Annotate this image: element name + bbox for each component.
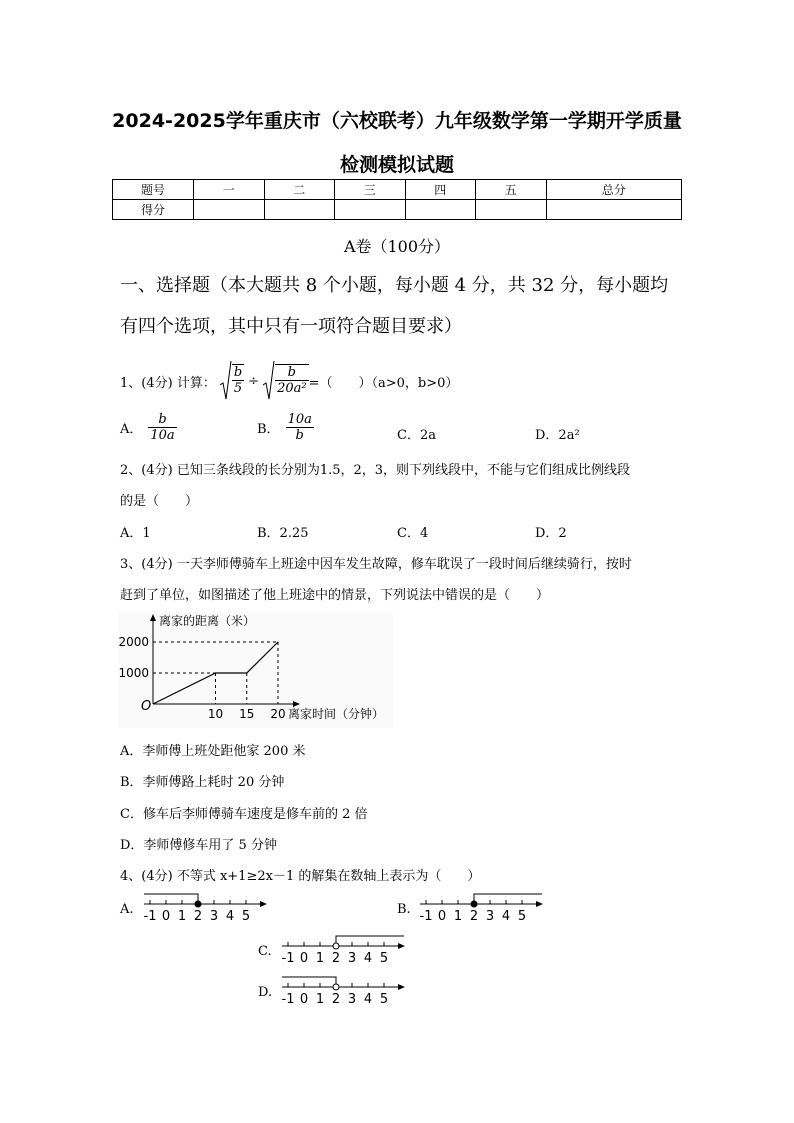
q4-option-a-label[interactable]: A. bbox=[120, 902, 134, 917]
axis-tick-label: 5 bbox=[517, 909, 527, 924]
q2-option-b[interactable]: B．2.25 bbox=[257, 526, 309, 541]
origin-label: O bbox=[141, 699, 152, 714]
q1-rad2-den: 20a² bbox=[277, 381, 307, 396]
radical-icon bbox=[220, 359, 244, 403]
score-table-cell: 三 bbox=[335, 180, 406, 200]
axis-tick-label: 4 bbox=[501, 909, 511, 924]
q1-option-b-num: 10a bbox=[287, 412, 312, 427]
score-table-cell: 四 bbox=[405, 180, 476, 200]
q1-option-b-label: B． bbox=[257, 422, 280, 437]
q1-option-a[interactable] bbox=[120, 412, 177, 443]
solution-ray bbox=[144, 894, 198, 904]
x-tick-label: 20 bbox=[270, 707, 286, 721]
q4-option-d-label[interactable]: D. bbox=[258, 985, 273, 1000]
y-axis-label: 离家的距离（米） bbox=[159, 614, 256, 628]
axis-tick-label: 2 bbox=[331, 992, 341, 1007]
axis-tick-label: 1 bbox=[315, 992, 325, 1007]
section-heading-line2: 有四个选项，其中只有一项符合题目要求） bbox=[120, 316, 462, 337]
solid-point-icon bbox=[195, 901, 201, 907]
solid-point-icon bbox=[471, 901, 477, 907]
axis-tick-label: 0 bbox=[437, 909, 447, 924]
x-axis-label: 离家时间（分钟） bbox=[288, 707, 385, 721]
q1-rad1-num: b bbox=[233, 365, 243, 380]
q3-option-a[interactable]: A．李师傅上班处距他家 200 米 bbox=[120, 744, 306, 759]
sqrt-sign-icon bbox=[220, 359, 232, 403]
score-table-score-row bbox=[113, 200, 682, 220]
distance-time-chart bbox=[118, 612, 418, 728]
q1-div: ÷ bbox=[248, 373, 260, 389]
q1-suffix: =（ ）（a>0，b>0） bbox=[308, 375, 459, 391]
axis-tick-label: -1 bbox=[419, 909, 433, 924]
y-tick-label: 1000 bbox=[118, 666, 149, 680]
solution-ray bbox=[282, 977, 336, 987]
solution-ray bbox=[336, 936, 404, 946]
q1-option-b[interactable] bbox=[257, 412, 314, 443]
axis-tick-label: 3 bbox=[209, 909, 219, 924]
q4-option-d-numberline[interactable] bbox=[280, 975, 410, 1009]
q1-rad1-den: 5 bbox=[233, 381, 243, 396]
score-input-cell[interactable] bbox=[335, 200, 406, 220]
q2-line1: 2、(4分) 已知三条线段的长分别为1.5，2，3，则下列线段中，不能与它们组成比例线段 bbox=[120, 463, 631, 478]
axis-tick-label: 4 bbox=[363, 951, 373, 966]
axis-tick-label: 4 bbox=[363, 992, 373, 1007]
axis-tick-label: 2 bbox=[331, 951, 341, 966]
q4-option-c-numberline[interactable] bbox=[280, 934, 410, 968]
score-table-header-row bbox=[113, 180, 682, 200]
q3-option-c[interactable]: C．修车后李师傅骑车速度是修车前的 2 倍 bbox=[120, 807, 368, 822]
hollow-point-icon bbox=[333, 943, 339, 949]
q4-option-a-numberline[interactable] bbox=[142, 892, 272, 926]
q1-option-a-label: A． bbox=[120, 422, 143, 437]
axis-tick-label: -1 bbox=[281, 992, 295, 1007]
q3-option-d[interactable]: D．李师傅修车用了 5 分钟 bbox=[120, 838, 277, 853]
axis-tick-label: 2 bbox=[469, 909, 479, 924]
question-1 bbox=[120, 358, 458, 404]
q1-option-a-num: b bbox=[148, 412, 176, 428]
score-table bbox=[112, 179, 682, 220]
q3-line1: 3、(4分) 一天李师傅骑车上班途中因车发生故障，修车耽误了一段时间后继续骑行，按时 bbox=[120, 557, 632, 572]
y-tick-label: 2000 bbox=[118, 635, 149, 649]
hollow-point-icon bbox=[333, 984, 339, 990]
axis-tick-label: 1 bbox=[453, 909, 463, 924]
q4-stem: 4、(4分) 不等式 x+1≥2x－1 的解集在数轴上表示为（ ） bbox=[120, 869, 481, 884]
axis-arrow-icon bbox=[398, 984, 405, 990]
score-input-cell[interactable] bbox=[194, 200, 265, 220]
q1-option-c[interactable]: C．2a bbox=[397, 428, 436, 443]
score-input-cell[interactable] bbox=[405, 200, 476, 220]
page-title-line1: 2024-2025学年重庆市（六校联考）九年级数学第一学期开学质量 bbox=[112, 110, 682, 132]
axis-tick-label: 4 bbox=[225, 909, 235, 924]
q4-option-b-label[interactable]: B. bbox=[397, 902, 411, 917]
score-table-cell: 得分 bbox=[113, 200, 194, 220]
axis-tick-label: 5 bbox=[241, 909, 251, 924]
axis-arrow-icon bbox=[398, 943, 405, 949]
q3-line2: 赶到了单位，如图描述了他上班途中的情景，下列说法中错误的是（ ） bbox=[120, 588, 550, 603]
q2-option-d[interactable]: D．2 bbox=[535, 526, 567, 541]
radical-icon bbox=[263, 359, 309, 403]
page-title-line2: 检测模拟试题 bbox=[339, 154, 454, 176]
q2-option-c[interactable]: C．4 bbox=[397, 526, 429, 541]
axis-arrow-icon bbox=[260, 901, 267, 907]
axis-tick-label: 0 bbox=[299, 951, 309, 966]
score-input-cell[interactable] bbox=[476, 200, 547, 220]
q4-option-c-label[interactable]: C. bbox=[258, 944, 272, 959]
q1-option-a-den: 10a bbox=[150, 428, 175, 443]
axis-tick-label: 1 bbox=[177, 909, 187, 924]
solution-ray bbox=[474, 894, 542, 904]
axis-tick-label: 3 bbox=[347, 951, 357, 966]
axis-tick-label: -1 bbox=[143, 909, 157, 924]
q1-prefix: 1、(4分) 计算： bbox=[120, 375, 216, 391]
volume-title: A卷（100分） bbox=[343, 237, 451, 256]
score-table-cell: 一 bbox=[194, 180, 265, 200]
score-table-cell: 五 bbox=[476, 180, 547, 200]
q2-option-a[interactable]: A．1 bbox=[120, 526, 151, 541]
score-input-cell[interactable] bbox=[264, 200, 335, 220]
q3-option-b[interactable]: B．李师傅路上耗时 20 分钟 bbox=[120, 775, 285, 790]
section-heading-line1: 一、选择题（本大题共 8 个小题，每小题 4 分，共 32 分，每小题均 bbox=[120, 275, 669, 296]
score-table-cell: 题号 bbox=[113, 180, 194, 200]
score-table-cell: 二 bbox=[264, 180, 335, 200]
score-table-cell: 总分 bbox=[546, 180, 682, 200]
axis-tick-label: 3 bbox=[485, 909, 495, 924]
axis-tick-label: 1 bbox=[315, 951, 325, 966]
axis-tick-label: 3 bbox=[347, 992, 357, 1007]
axis-tick-label: 0 bbox=[161, 909, 171, 924]
axis-tick-label: 0 bbox=[299, 992, 309, 1007]
q1-option-b-den: b bbox=[295, 428, 304, 443]
axis-arrow-icon bbox=[536, 901, 543, 907]
q1-option-d[interactable]: D．2a² bbox=[535, 428, 580, 443]
axis-tick-label: -1 bbox=[281, 951, 295, 966]
q1-rad2-num: b bbox=[275, 365, 309, 381]
axis-tick-label: 2 bbox=[193, 909, 203, 924]
score-input-cell[interactable] bbox=[546, 200, 682, 220]
axis-tick-label: 5 bbox=[379, 951, 389, 966]
x-tick-label: 10 bbox=[207, 707, 224, 721]
q4-option-b-numberline[interactable] bbox=[418, 892, 548, 926]
axis-tick-label: 5 bbox=[379, 992, 389, 1007]
q2-line2: 的是（ ） bbox=[120, 494, 199, 509]
x-tick-label: 15 bbox=[239, 707, 255, 721]
sqrt-sign-icon bbox=[263, 359, 275, 403]
